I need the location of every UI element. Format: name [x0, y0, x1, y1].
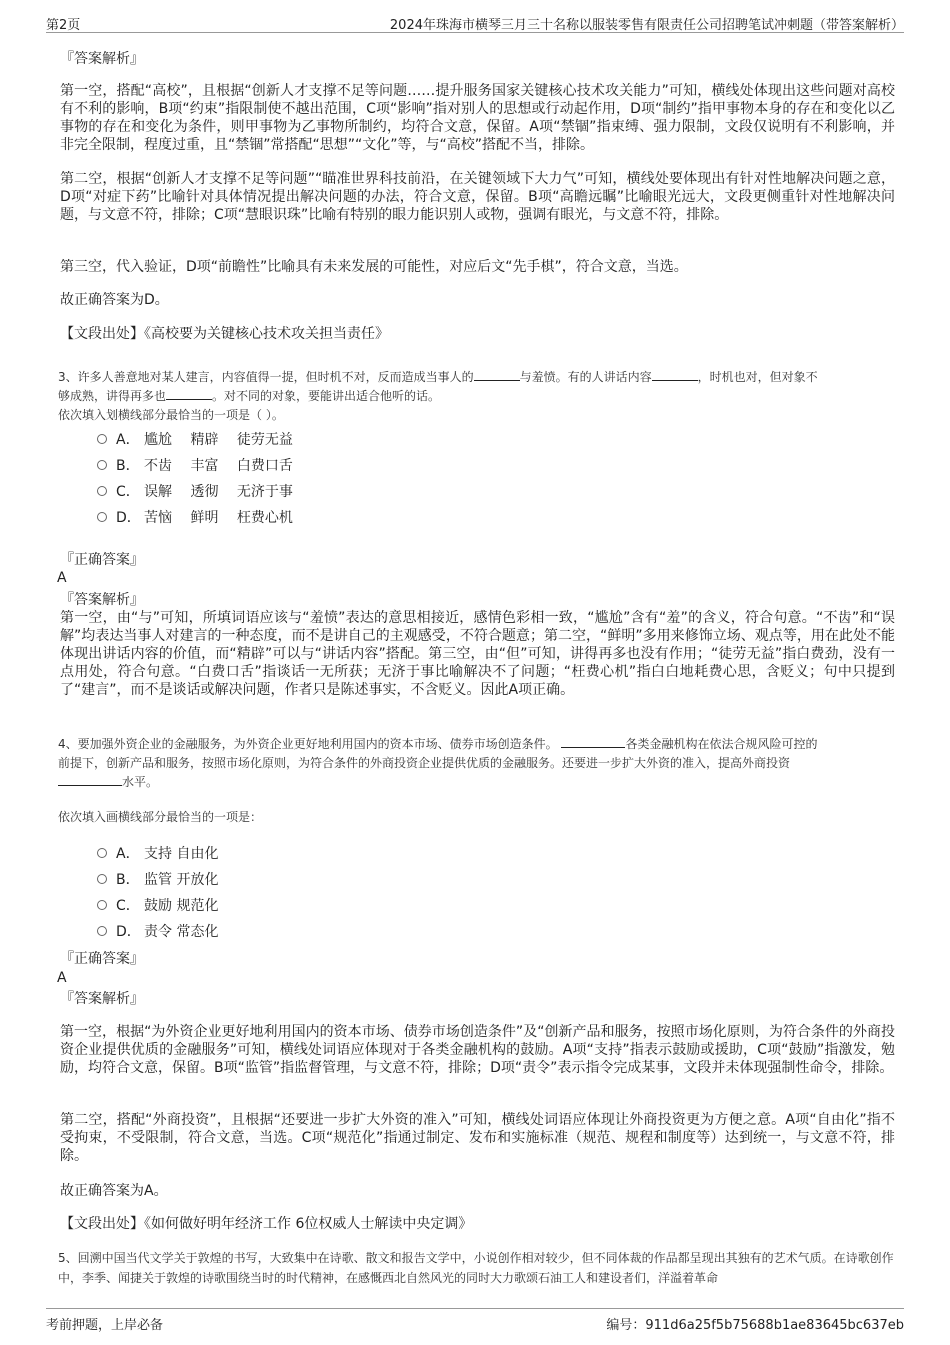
- option-letter: C．: [116, 484, 140, 500]
- option-letter: B．: [116, 458, 140, 474]
- source-tag: 【文段出处】: [60, 326, 144, 342]
- radio-icon[interactable]: [97, 486, 107, 496]
- q2-analysis-conclusion: 故正确答案为D。: [60, 292, 169, 308]
- radio-icon[interactable]: [97, 900, 107, 910]
- q2-source-title: 《高校要为关键核心技术攻关担当责任》: [144, 326, 389, 342]
- radio-icon[interactable]: [97, 874, 107, 884]
- q3-blank-3: [166, 387, 212, 400]
- radio-icon[interactable]: [97, 512, 107, 522]
- q3-stem: [58, 368, 898, 425]
- q3-option-a[interactable]: [97, 431, 293, 449]
- q4-blank-1: [561, 735, 625, 748]
- q4-option-a[interactable]: [97, 845, 218, 863]
- radio-icon[interactable]: [97, 434, 107, 444]
- radio-icon[interactable]: [97, 460, 107, 470]
- q4-option-d[interactable]: [97, 923, 218, 941]
- option-text: 支持 自由化: [144, 846, 219, 862]
- option-text: 监管 开放化: [144, 872, 219, 888]
- q3-blank-2: [652, 368, 698, 381]
- q3-stem-part: 3、许多人善意地对某人建言，内容值得一提，但时机不对，反而造成当事人的: [58, 370, 474, 384]
- option-letter: A．: [116, 432, 140, 448]
- radio-icon[interactable]: [97, 848, 107, 858]
- q4-source: [60, 1215, 895, 1233]
- q3-stem-part: ，时机也对，但对象不: [697, 370, 818, 384]
- answer-analysis-tag: 『答案解析』: [60, 592, 144, 608]
- q2-analysis-para-3: 第三空，代入验证，D项“前瞻性”比喻具有未来发展的可能性，对应后文“先手棋”，符合文意，当选。: [60, 259, 688, 275]
- page-number: 第2页: [46, 18, 81, 33]
- q4-stem-part: 前提下，创新产品和服务，按照市场化原则，为符合条件的外商投资企业提供优质的金融服务。还要进一步扩大外资的准入，提高外商投资: [58, 756, 791, 770]
- q3-stem-part: 够成熟，讲得再多也: [58, 389, 167, 403]
- correct-answer-tag: 『正确答案』: [60, 552, 144, 568]
- q3-option-b[interactable]: [97, 457, 293, 475]
- q3-option-d[interactable]: [97, 509, 293, 527]
- source-tag: 【文段出处】: [60, 1216, 144, 1232]
- option-text: 尴尬 精辟 徒劳无益: [144, 432, 293, 448]
- q4-prompt: 依次填入画横线部分最恰当的一项是：: [58, 810, 263, 824]
- page-footer: [46, 1308, 904, 1331]
- q4-analysis-para-1: 第一空，根据“为外资企业更好地利用国内的资本市场、债券市场创造条件”及“创新产品和服务，按照市场化原则，为符合条件的外商投资企业提供优质的金融服务”可知，横线处词语应体现对于各类金融机构的鼓励。A项“支持”指表示鼓励或援助，C项“鼓励”指激发，勉励，均符合文意，保留。B项“监管”指监督管理，与文意不符，排除；D项“责令”表示指令完成某事，文段并未体现强制性命令，排除。: [60, 1024, 895, 1076]
- correct-answer-tag: 『正确答案』: [60, 951, 144, 967]
- option-letter: C．: [116, 898, 140, 914]
- q3-blank-1: [474, 368, 520, 381]
- q4-stem-part: 水平。: [122, 775, 159, 789]
- q5-stem: 5、回溯中国当代文学关于敦煌的书写，大致集中在诗歌、散文和报告文学中，小说创作相对较少，但不同体裁的作品都呈现出其独有的艺术气质。在诗歌创作中，李季、闻捷关于敦煌的诗歌围绕当时的时代精神，在感慨西北自然风光的同时大力歌颂石油工人和建设者们，洋溢着革命: [58, 1251, 894, 1285]
- q2-analysis-para-1: 第一空，搭配“高校”，且根据“创新人才支撑不足等问题……提升服务国家关键核心技术攻关能力”可知，横线处体现出这些问题对高校有不利的影响，B项“约束”指限制使不越出范围，C项“影响”指对别人的思想或行动起作用，D项“制约”指甲事物本身的存在和变化以乙事物的存在和变化为条件，则甲事物为乙事物所制约，均符合文意，保留。A项“禁锢”指束缚、强力限制，文段仅说明有不利影响，并非完全限制，程度过重，且“禁锢”常搭配“思想”“文化”等，与“高校”搭配不当，排除。: [60, 83, 895, 153]
- q4-answer: A: [57, 970, 67, 986]
- q4-stem: [58, 735, 898, 792]
- q3-stem-part: 与羞愤。有的人讲话内容: [519, 370, 652, 384]
- option-text: 苦恼 鲜明 枉费心机: [144, 510, 293, 526]
- option-letter: A．: [116, 846, 140, 862]
- q2-source: [60, 325, 895, 343]
- q4-option-c[interactable]: [97, 897, 218, 915]
- answer-analysis-tag: 『答案解析』: [60, 51, 144, 67]
- q3-prompt: 依次填入划横线部分最恰当的一项是（ ）。: [58, 408, 284, 422]
- option-text: 不齿 丰富 白费口舌: [144, 458, 293, 474]
- page-header: [46, 12, 904, 33]
- q4-stem-part: 4、要加强外资企业的金融服务，为外资企业更好地利用国内的资本市场、债券市场创造条件。: [58, 737, 558, 751]
- option-text: 鼓励 规范化: [144, 898, 219, 914]
- document-title: 2024年珠海市横琴三月三十名称以服装零售有限责任公司招聘笔试冲刺题（带答案解析）: [389, 18, 904, 33]
- q4-source-title: 《如何做好明年经济工作 6位权威人士解读中央定调》: [144, 1216, 473, 1232]
- q3-analysis: 第一空，由“与”可知，所填词语应该与“羞愤”表达的意思相接近，感情色彩相一致，“尴尬”含有“羞”的含义，符合句意。“不齿”和“误解”均表达当事人对建言的一种态度，而不是讲自己的主观感受，不符合题意；第二空，“鲜明”多用来修饰立场、观点等，用在此处不能体现出讲话内容的价值，而“精辟”可以与“讲话内容”搭配。第三空，由“但”可知，讲得再多也没有作用；“徒劳无益”指白费劲，没有一点用处，符合句意。“白费口舌”指谈话一无所获；无济于事比喻解决不了问题；“枉费心机”指白白地耗费心思，含贬义；句中只提到了“建言”，而不是谈话或解决问题，作者只是陈述事实，不含贬义。因此A项正确。: [60, 610, 895, 698]
- q3-answer: A: [57, 570, 67, 586]
- q3-option-c[interactable]: [97, 483, 293, 501]
- option-text: 误解 透彻 无济于事: [144, 484, 293, 500]
- q3-stem-part: 。对不同的对象，要能讲出适合他听的话。: [212, 389, 441, 403]
- answer-analysis-tag: 『答案解析』: [60, 991, 144, 1007]
- q4-stem-part: 各类金融机构在依法合规风险可控的: [625, 737, 818, 751]
- q4-blank-2: [58, 773, 122, 786]
- option-letter: D．: [116, 510, 141, 526]
- q4-analysis-conclusion: 故正确答案为A。: [60, 1183, 168, 1199]
- q4-option-b[interactable]: [97, 871, 218, 889]
- footer-slogan: 考前押题，上岸必备: [46, 1318, 164, 1333]
- radio-icon[interactable]: [97, 926, 107, 936]
- q2-analysis-para-2: 第二空，根据“创新人才支撑不足等问题”“瞄准世界科技前沿，在关键领域下大力气”可知，横线处要体现出有针对性地解决问题之意，D项“对症下药”比喻针对具体情况提出解决问题的办法，符合文意，保留。B项“高瞻远瞩”比喻眼光远大，文段更侧重针对性地解决问题，与文意不符，排除；C项“慧眼识珠”比喻有特别的眼力能识别人或物，强调有眼光，与文意不符，排除。: [60, 171, 895, 223]
- document-id: 编号：911d6a25f5b75688b1ae83645bc637eb: [606, 1318, 904, 1333]
- option-letter: B．: [116, 872, 140, 888]
- q4-analysis-para-2: 第二空，搭配“外商投资”，且根据“还要进一步扩大外资的准入”可知，横线处词语应体现让外商投资更为方便之意。A项“自由化”指不受拘束，不受限制，符合文意，当选。C项“规范化”指通过制定、发布和实施标准（规范、规程和制度等）达到统一，与文意不符，排除。: [60, 1112, 895, 1164]
- option-text: 责令 常态化: [144, 924, 219, 940]
- option-letter: D．: [116, 924, 141, 940]
